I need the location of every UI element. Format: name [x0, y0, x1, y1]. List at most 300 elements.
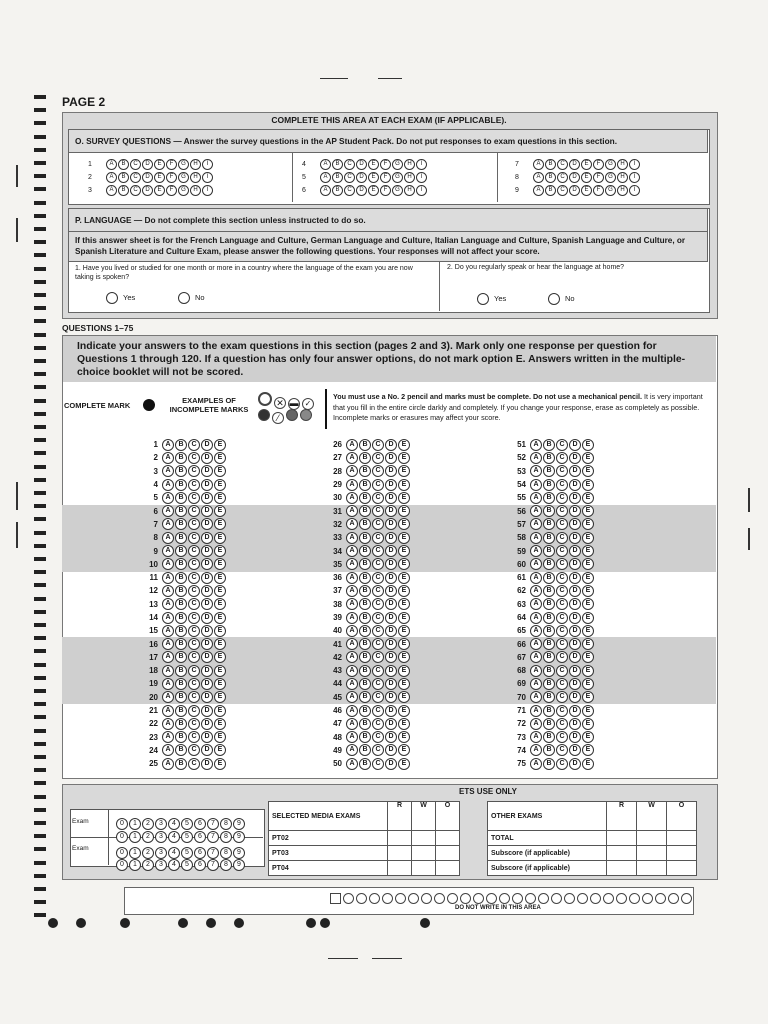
answer-bubble[interactable]: C — [188, 731, 200, 743]
answer-bubble[interactable]: A — [530, 439, 542, 451]
answer-bubble[interactable]: B — [543, 625, 555, 637]
answer-bubble[interactable]: A — [346, 545, 358, 557]
answer-bubble[interactable]: D — [569, 558, 581, 570]
answer-bubble[interactable]: E — [214, 744, 226, 756]
answer-bubble[interactable]: E — [582, 492, 594, 504]
answer-bubble[interactable]: B — [543, 585, 555, 597]
answer-bubble[interactable]: A — [530, 744, 542, 756]
answer-bubble[interactable]: A — [530, 465, 542, 477]
digit-bubble[interactable]: 6 — [194, 818, 206, 830]
answer-bubble[interactable]: D — [201, 731, 213, 743]
digit-bubble[interactable]: 4 — [168, 831, 180, 843]
answer-bubble[interactable]: E — [398, 585, 410, 597]
digit-bubble[interactable]: 0 — [116, 818, 128, 830]
digit-bubble[interactable]: 2 — [142, 847, 154, 859]
survey-answer-bubble[interactable]: D — [356, 159, 367, 170]
answer-bubble[interactable]: E — [582, 758, 594, 770]
digit-bubble[interactable]: 1 — [129, 818, 141, 830]
answer-bubble[interactable]: B — [359, 691, 371, 703]
answer-bubble[interactable]: D — [385, 439, 397, 451]
answer-bubble[interactable]: C — [188, 518, 200, 530]
q2-no-option[interactable]: No — [548, 293, 575, 305]
answer-bubble[interactable]: A — [346, 718, 358, 730]
answer-bubble[interactable]: B — [543, 705, 555, 717]
answer-bubble[interactable]: A — [162, 678, 174, 690]
survey-answer-bubble[interactable]: A — [320, 185, 331, 196]
answer-bubble[interactable]: D — [201, 705, 213, 717]
answer-bubble[interactable]: D — [201, 505, 213, 517]
answer-bubble[interactable]: C — [372, 651, 384, 663]
answer-bubble[interactable]: B — [359, 439, 371, 451]
answer-bubble[interactable]: C — [556, 492, 568, 504]
answer-bubble[interactable]: C — [556, 612, 568, 624]
answer-bubble[interactable]: A — [530, 651, 542, 663]
answer-bubble[interactable]: E — [582, 691, 594, 703]
answer-bubble[interactable]: E — [582, 465, 594, 477]
answer-bubble[interactable]: C — [372, 479, 384, 491]
answer-bubble[interactable]: B — [359, 651, 371, 663]
survey-answer-bubble[interactable]: I — [416, 159, 427, 170]
answer-bubble[interactable]: C — [188, 465, 200, 477]
answer-bubble[interactable]: E — [398, 572, 410, 584]
answer-bubble[interactable]: C — [188, 585, 200, 597]
answer-bubble[interactable]: B — [175, 678, 187, 690]
answer-bubble[interactable]: D — [569, 731, 581, 743]
answer-bubble[interactable]: E — [582, 545, 594, 557]
answer-bubble[interactable]: D — [201, 638, 213, 650]
answer-bubble[interactable]: B — [175, 439, 187, 451]
answer-bubble[interactable]: E — [582, 439, 594, 451]
survey-answer-bubble[interactable]: I — [416, 185, 427, 196]
answer-bubble[interactable]: B — [359, 718, 371, 730]
answer-bubble[interactable]: B — [543, 691, 555, 703]
answer-bubble[interactable]: A — [530, 625, 542, 637]
answer-bubble[interactable]: B — [359, 625, 371, 637]
answer-bubble[interactable]: C — [556, 744, 568, 756]
answer-bubble[interactable]: B — [175, 572, 187, 584]
answer-bubble[interactable]: A — [346, 439, 358, 451]
answer-bubble[interactable]: C — [372, 665, 384, 677]
answer-bubble[interactable]: A — [530, 572, 542, 584]
answer-bubble[interactable]: C — [188, 612, 200, 624]
survey-answer-bubble[interactable]: E — [581, 159, 592, 170]
answer-bubble[interactable]: B — [175, 465, 187, 477]
answer-bubble[interactable]: E — [398, 691, 410, 703]
answer-bubble[interactable]: E — [214, 518, 226, 530]
answer-bubble[interactable]: C — [556, 545, 568, 557]
answer-bubble[interactable]: C — [556, 505, 568, 517]
digit-bubble[interactable]: 6 — [194, 859, 206, 871]
answer-bubble[interactable]: E — [582, 718, 594, 730]
answer-bubble[interactable]: C — [188, 705, 200, 717]
answer-bubble[interactable]: B — [175, 585, 187, 597]
digit-bubble[interactable]: 6 — [194, 847, 206, 859]
answer-bubble[interactable]: D — [201, 572, 213, 584]
answer-bubble[interactable]: A — [162, 744, 174, 756]
answer-bubble[interactable]: E — [582, 505, 594, 517]
digit-bubble[interactable]: 4 — [168, 818, 180, 830]
digit-bubble[interactable]: 0 — [116, 831, 128, 843]
answer-bubble[interactable]: B — [543, 651, 555, 663]
answer-bubble[interactable]: B — [359, 744, 371, 756]
answer-bubble[interactable]: D — [385, 651, 397, 663]
answer-bubble[interactable]: D — [385, 612, 397, 624]
answer-bubble[interactable]: A — [162, 638, 174, 650]
answer-bubble[interactable]: B — [359, 598, 371, 610]
answer-bubble[interactable]: A — [530, 585, 542, 597]
survey-answer-bubble[interactable]: E — [581, 185, 592, 196]
answer-bubble[interactable]: B — [175, 691, 187, 703]
answer-bubble[interactable]: E — [214, 505, 226, 517]
answer-bubble[interactable]: B — [543, 638, 555, 650]
answer-bubble[interactable]: D — [569, 465, 581, 477]
survey-answer-bubble[interactable]: H — [190, 159, 201, 170]
answer-bubble[interactable]: E — [582, 585, 594, 597]
survey-answer-bubble[interactable]: C — [130, 172, 141, 183]
answer-bubble[interactable]: B — [359, 731, 371, 743]
answer-bubble[interactable]: D — [569, 744, 581, 756]
answer-bubble[interactable]: C — [556, 479, 568, 491]
answer-bubble[interactable]: A — [162, 505, 174, 517]
answer-bubble[interactable]: A — [530, 705, 542, 717]
answer-bubble[interactable]: E — [398, 625, 410, 637]
survey-answer-bubble[interactable]: G — [178, 159, 189, 170]
answer-bubble[interactable]: B — [175, 625, 187, 637]
answer-bubble[interactable]: D — [385, 492, 397, 504]
survey-answer-bubble[interactable]: G — [178, 172, 189, 183]
survey-answer-bubble[interactable]: A — [106, 159, 117, 170]
digit-bubble[interactable]: 2 — [142, 859, 154, 871]
answer-bubble[interactable]: E — [582, 625, 594, 637]
answer-bubble[interactable]: C — [188, 572, 200, 584]
survey-answer-bubble[interactable]: I — [629, 185, 640, 196]
digit-bubble[interactable]: 7 — [207, 831, 219, 843]
survey-answer-bubble[interactable]: H — [404, 172, 415, 183]
answer-bubble[interactable]: C — [556, 705, 568, 717]
answer-bubble[interactable]: D — [569, 452, 581, 464]
answer-bubble[interactable]: A — [530, 665, 542, 677]
answer-bubble[interactable]: B — [175, 665, 187, 677]
answer-bubble[interactable]: A — [162, 558, 174, 570]
answer-bubble[interactable]: A — [162, 625, 174, 637]
answer-bubble[interactable]: C — [372, 744, 384, 756]
answer-bubble[interactable]: C — [372, 439, 384, 451]
answer-bubble[interactable]: B — [175, 744, 187, 756]
answer-bubble[interactable]: B — [359, 612, 371, 624]
answer-bubble[interactable]: B — [359, 585, 371, 597]
answer-bubble[interactable]: D — [385, 465, 397, 477]
answer-bubble[interactable]: B — [175, 545, 187, 557]
survey-answer-bubble[interactable]: E — [154, 185, 165, 196]
survey-answer-bubble[interactable]: C — [557, 185, 568, 196]
survey-answer-bubble[interactable]: B — [545, 172, 556, 183]
answer-bubble[interactable]: E — [582, 558, 594, 570]
answer-bubble[interactable]: E — [398, 731, 410, 743]
digit-bubble[interactable]: 1 — [129, 859, 141, 871]
answer-bubble[interactable]: C — [372, 572, 384, 584]
answer-bubble[interactable]: B — [543, 505, 555, 517]
answer-bubble[interactable]: D — [385, 731, 397, 743]
digit-bubble[interactable]: 3 — [155, 831, 167, 843]
survey-answer-bubble[interactable]: A — [533, 172, 544, 183]
answer-bubble[interactable]: B — [359, 665, 371, 677]
answer-bubble[interactable]: C — [188, 452, 200, 464]
survey-answer-bubble[interactable]: A — [106, 185, 117, 196]
digit-bubble[interactable]: 2 — [142, 831, 154, 843]
answer-bubble[interactable]: B — [543, 532, 555, 544]
answer-bubble[interactable]: E — [214, 678, 226, 690]
answer-bubble[interactable]: E — [582, 665, 594, 677]
digit-bubble[interactable]: 4 — [168, 859, 180, 871]
answer-bubble[interactable]: A — [162, 518, 174, 530]
radio-icon[interactable] — [477, 293, 489, 305]
answer-bubble[interactable]: C — [556, 598, 568, 610]
answer-bubble[interactable]: A — [346, 744, 358, 756]
digit-bubble[interactable]: 3 — [155, 847, 167, 859]
answer-bubble[interactable]: D — [201, 691, 213, 703]
answer-bubble[interactable]: B — [359, 492, 371, 504]
answer-bubble[interactable]: B — [543, 598, 555, 610]
digit-bubble[interactable]: 8 — [220, 859, 232, 871]
answer-bubble[interactable]: D — [569, 585, 581, 597]
survey-answer-bubble[interactable]: I — [202, 159, 213, 170]
answer-bubble[interactable]: D — [385, 744, 397, 756]
answer-bubble[interactable]: D — [569, 612, 581, 624]
answer-bubble[interactable]: C — [372, 585, 384, 597]
answer-bubble[interactable]: D — [569, 718, 581, 730]
answer-bubble[interactable]: B — [359, 465, 371, 477]
answer-bubble[interactable]: A — [346, 532, 358, 544]
answer-bubble[interactable]: B — [359, 678, 371, 690]
answer-bubble[interactable]: C — [372, 691, 384, 703]
answer-bubble[interactable]: A — [530, 505, 542, 517]
answer-bubble[interactable]: D — [385, 572, 397, 584]
survey-answer-bubble[interactable]: B — [118, 185, 129, 196]
answer-bubble[interactable]: C — [188, 439, 200, 451]
digit-bubble[interactable]: 1 — [129, 831, 141, 843]
answer-bubble[interactable]: D — [201, 651, 213, 663]
answer-bubble[interactable]: C — [556, 465, 568, 477]
answer-bubble[interactable]: C — [556, 452, 568, 464]
answer-bubble[interactable]: A — [162, 665, 174, 677]
answer-bubble[interactable]: D — [385, 691, 397, 703]
digit-bubble[interactable]: 8 — [220, 847, 232, 859]
survey-answer-bubble[interactable]: A — [320, 159, 331, 170]
answer-bubble[interactable]: D — [569, 758, 581, 770]
answer-bubble[interactable]: E — [582, 612, 594, 624]
answer-bubble[interactable]: C — [372, 625, 384, 637]
answer-bubble[interactable]: E — [582, 452, 594, 464]
survey-answer-bubble[interactable]: I — [629, 159, 640, 170]
answer-bubble[interactable]: D — [385, 545, 397, 557]
answer-bubble[interactable]: D — [569, 492, 581, 504]
answer-bubble[interactable]: C — [188, 758, 200, 770]
survey-answer-bubble[interactable]: H — [617, 185, 628, 196]
survey-answer-bubble[interactable]: D — [569, 172, 580, 183]
answer-bubble[interactable]: C — [188, 558, 200, 570]
answer-bubble[interactable]: A — [346, 625, 358, 637]
answer-bubble[interactable]: D — [385, 585, 397, 597]
answer-bubble[interactable]: B — [543, 718, 555, 730]
answer-bubble[interactable]: B — [543, 518, 555, 530]
answer-bubble[interactable]: A — [530, 718, 542, 730]
answer-bubble[interactable]: B — [359, 705, 371, 717]
answer-bubble[interactable]: A — [162, 758, 174, 770]
answer-bubble[interactable]: D — [385, 638, 397, 650]
answer-bubble[interactable]: E — [398, 558, 410, 570]
answer-bubble[interactable]: C — [556, 691, 568, 703]
answer-bubble[interactable]: C — [188, 638, 200, 650]
answer-bubble[interactable]: E — [398, 705, 410, 717]
answer-bubble[interactable]: A — [162, 731, 174, 743]
survey-answer-bubble[interactable]: B — [118, 159, 129, 170]
answer-bubble[interactable]: E — [582, 705, 594, 717]
answer-bubble[interactable]: B — [543, 678, 555, 690]
answer-bubble[interactable]: D — [201, 625, 213, 637]
answer-bubble[interactable]: A — [530, 612, 542, 624]
answer-bubble[interactable]: A — [162, 492, 174, 504]
answer-bubble[interactable]: B — [359, 558, 371, 570]
survey-answer-bubble[interactable]: F — [166, 185, 177, 196]
answer-bubble[interactable]: C — [188, 665, 200, 677]
answer-bubble[interactable]: C — [372, 758, 384, 770]
answer-bubble[interactable]: B — [543, 744, 555, 756]
answer-bubble[interactable]: B — [543, 439, 555, 451]
digit-bubble[interactable]: 5 — [181, 847, 193, 859]
answer-bubble[interactable]: D — [201, 678, 213, 690]
answer-bubble[interactable]: E — [214, 691, 226, 703]
answer-bubble[interactable]: A — [530, 691, 542, 703]
answer-bubble[interactable]: A — [162, 691, 174, 703]
q1-no-option[interactable]: No — [178, 292, 205, 304]
survey-answer-bubble[interactable]: G — [392, 172, 403, 183]
digit-bubble[interactable]: 4 — [168, 847, 180, 859]
answer-bubble[interactable]: C — [188, 651, 200, 663]
answer-bubble[interactable]: A — [162, 532, 174, 544]
survey-answer-bubble[interactable]: C — [557, 172, 568, 183]
digit-bubble[interactable]: 3 — [155, 818, 167, 830]
answer-bubble[interactable]: B — [543, 612, 555, 624]
radio-icon[interactable] — [548, 293, 560, 305]
survey-answer-bubble[interactable]: I — [202, 172, 213, 183]
answer-bubble[interactable]: B — [543, 758, 555, 770]
answer-bubble[interactable]: C — [372, 545, 384, 557]
answer-bubble[interactable]: B — [543, 465, 555, 477]
answer-bubble[interactable]: E — [398, 612, 410, 624]
answer-bubble[interactable]: B — [175, 505, 187, 517]
survey-answer-bubble[interactable]: F — [166, 159, 177, 170]
survey-answer-bubble[interactable]: H — [404, 185, 415, 196]
answer-bubble[interactable]: E — [214, 731, 226, 743]
answer-bubble[interactable]: E — [582, 572, 594, 584]
answer-bubble[interactable]: E — [398, 718, 410, 730]
answer-bubble[interactable]: E — [582, 638, 594, 650]
answer-bubble[interactable]: B — [175, 612, 187, 624]
survey-answer-bubble[interactable]: E — [154, 159, 165, 170]
answer-bubble[interactable]: E — [214, 465, 226, 477]
survey-answer-bubble[interactable]: F — [380, 172, 391, 183]
answer-bubble[interactable]: D — [569, 598, 581, 610]
answer-bubble[interactable]: C — [188, 598, 200, 610]
answer-bubble[interactable]: C — [556, 625, 568, 637]
answer-bubble[interactable]: C — [188, 492, 200, 504]
answer-bubble[interactable]: C — [556, 532, 568, 544]
survey-answer-bubble[interactable]: A — [533, 159, 544, 170]
answer-bubble[interactable]: A — [346, 731, 358, 743]
radio-icon[interactable] — [178, 292, 190, 304]
answer-bubble[interactable]: D — [201, 612, 213, 624]
survey-answer-bubble[interactable]: D — [569, 185, 580, 196]
digit-bubble[interactable]: 0 — [116, 859, 128, 871]
answer-bubble[interactable]: B — [543, 558, 555, 570]
radio-icon[interactable] — [106, 292, 118, 304]
digit-bubble[interactable]: 0 — [116, 847, 128, 859]
answer-bubble[interactable]: E — [398, 479, 410, 491]
digit-bubble[interactable]: 5 — [181, 818, 193, 830]
answer-bubble[interactable]: B — [175, 638, 187, 650]
answer-bubble[interactable]: D — [385, 678, 397, 690]
answer-bubble[interactable]: C — [188, 532, 200, 544]
answer-bubble[interactable]: B — [543, 545, 555, 557]
answer-bubble[interactable]: D — [385, 758, 397, 770]
answer-bubble[interactable]: A — [530, 758, 542, 770]
answer-bubble[interactable]: D — [569, 505, 581, 517]
survey-answer-bubble[interactable]: G — [392, 159, 403, 170]
answer-bubble[interactable]: C — [188, 718, 200, 730]
answer-bubble[interactable]: D — [569, 638, 581, 650]
answer-bubble[interactable]: D — [201, 492, 213, 504]
answer-bubble[interactable]: D — [201, 439, 213, 451]
answer-bubble[interactable]: A — [530, 638, 542, 650]
answer-bubble[interactable]: B — [359, 518, 371, 530]
answer-bubble[interactable]: D — [569, 439, 581, 451]
answer-bubble[interactable]: B — [359, 758, 371, 770]
answer-bubble[interactable]: B — [175, 651, 187, 663]
answer-bubble[interactable]: C — [188, 479, 200, 491]
answer-bubble[interactable]: A — [346, 598, 358, 610]
answer-bubble[interactable]: D — [201, 545, 213, 557]
answer-bubble[interactable]: B — [175, 558, 187, 570]
answer-bubble[interactable]: D — [385, 518, 397, 530]
digit-bubble[interactable]: 9 — [233, 859, 245, 871]
answer-bubble[interactable]: B — [175, 718, 187, 730]
survey-answer-bubble[interactable]: F — [166, 172, 177, 183]
digit-bubble[interactable]: 9 — [233, 847, 245, 859]
survey-answer-bubble[interactable]: B — [332, 159, 343, 170]
answer-bubble[interactable]: D — [201, 518, 213, 530]
answer-bubble[interactable]: D — [569, 651, 581, 663]
answer-bubble[interactable]: A — [162, 612, 174, 624]
answer-bubble[interactable]: B — [543, 731, 555, 743]
survey-answer-bubble[interactable]: D — [356, 185, 367, 196]
answer-bubble[interactable]: D — [201, 479, 213, 491]
answer-bubble[interactable]: D — [385, 598, 397, 610]
survey-answer-bubble[interactable]: G — [178, 185, 189, 196]
survey-answer-bubble[interactable]: H — [190, 185, 201, 196]
answer-bubble[interactable]: B — [175, 532, 187, 544]
survey-answer-bubble[interactable]: F — [380, 185, 391, 196]
answer-bubble[interactable]: A — [346, 612, 358, 624]
answer-bubble[interactable]: E — [214, 598, 226, 610]
answer-bubble[interactable]: A — [346, 651, 358, 663]
survey-answer-bubble[interactable]: I — [202, 185, 213, 196]
survey-answer-bubble[interactable]: C — [344, 172, 355, 183]
survey-answer-bubble[interactable]: H — [617, 172, 628, 183]
answer-bubble[interactable]: D — [385, 532, 397, 544]
answer-bubble[interactable]: A — [346, 665, 358, 677]
answer-bubble[interactable]: A — [346, 452, 358, 464]
answer-bubble[interactable]: E — [214, 572, 226, 584]
